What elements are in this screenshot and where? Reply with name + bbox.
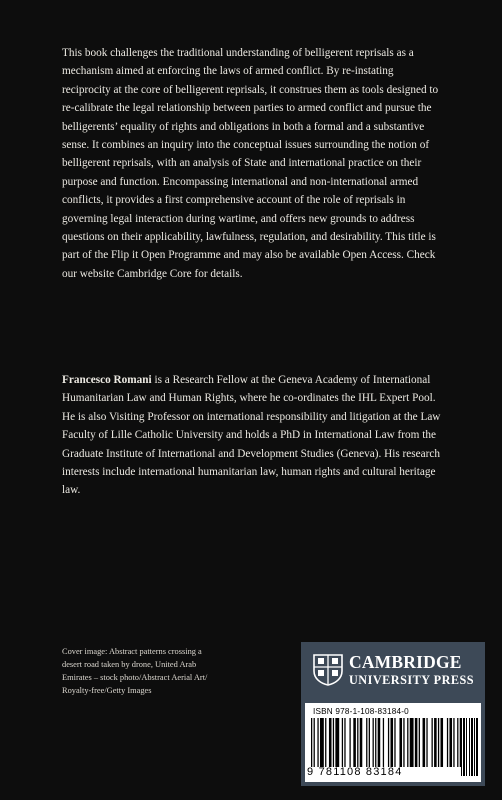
author-bio-text: is a Research Fellow at the Geneva Academy of International Humanitarian Law and Human Rights, where he co-ordinates the IHL Expert Pool. He is also Visiting Professor on international responsibility and litigation at the Law Faculty of Lille Catholic University and holds a PhD in International Law from the Graduate Institute of International and Development Studies (Geneva). His research interests include international humanitarian law, human rights and cultural heritage law. (62, 374, 441, 497)
isbn-label: ISBN 978-1-108-83184-0 (313, 707, 409, 716)
barcode-area (305, 703, 481, 782)
barcode-digits: 9 781108 83184 (307, 766, 403, 778)
blurb-paragraph: This book challenges the traditional understanding of belligerent reprisals as a mechanism aimed at enforcing the laws of armed conflict. By re-instating reciprocity at the core of belligerent reprisals, it construes them as tools designed to re-calibrate the legal relationship between parties to armed conflict and pursue the belligerents’ equality of rights and obligations in both a formal and a substantive sense. It combines an inquiry into the conceptual issues surrounding the notion of belligerent reprisals, with an analysis of State and international practice on their purpose and function. Encompassing international and non-international armed conflicts, it provides a first comprehensive account of the role of reprisals in governing legal interaction during wartime, and offers new grounds to address questions on their applicability, lawfulness, regulation, and desirability. This title is part of the Flip it Open Programme and may also be available Open Access. Check our website Cambridge Core for details. (62, 47, 439, 280)
author-bio (62, 371, 442, 500)
cambridge-shield-icon (313, 654, 343, 686)
publisher-box (301, 642, 485, 786)
cover-image-credit: Cover image: Abstract patterns crossing a desert road taken by drone, United Arab Emirates – stock photo/Abstract Aerial Art/ Royalty-free/Getty Images (62, 647, 208, 695)
author-bio-paragraph (62, 371, 442, 500)
publisher-name-line1: CAMBRIDGE (349, 652, 462, 672)
barcode-bars (311, 718, 461, 767)
author-name: Francesco Romani (62, 374, 152, 386)
back-cover-blurb (62, 44, 442, 283)
publisher-name-line2: UNIVERSITY PRESS (349, 673, 475, 687)
barcode-addon-bars (461, 718, 478, 776)
publisher-name (349, 653, 474, 689)
